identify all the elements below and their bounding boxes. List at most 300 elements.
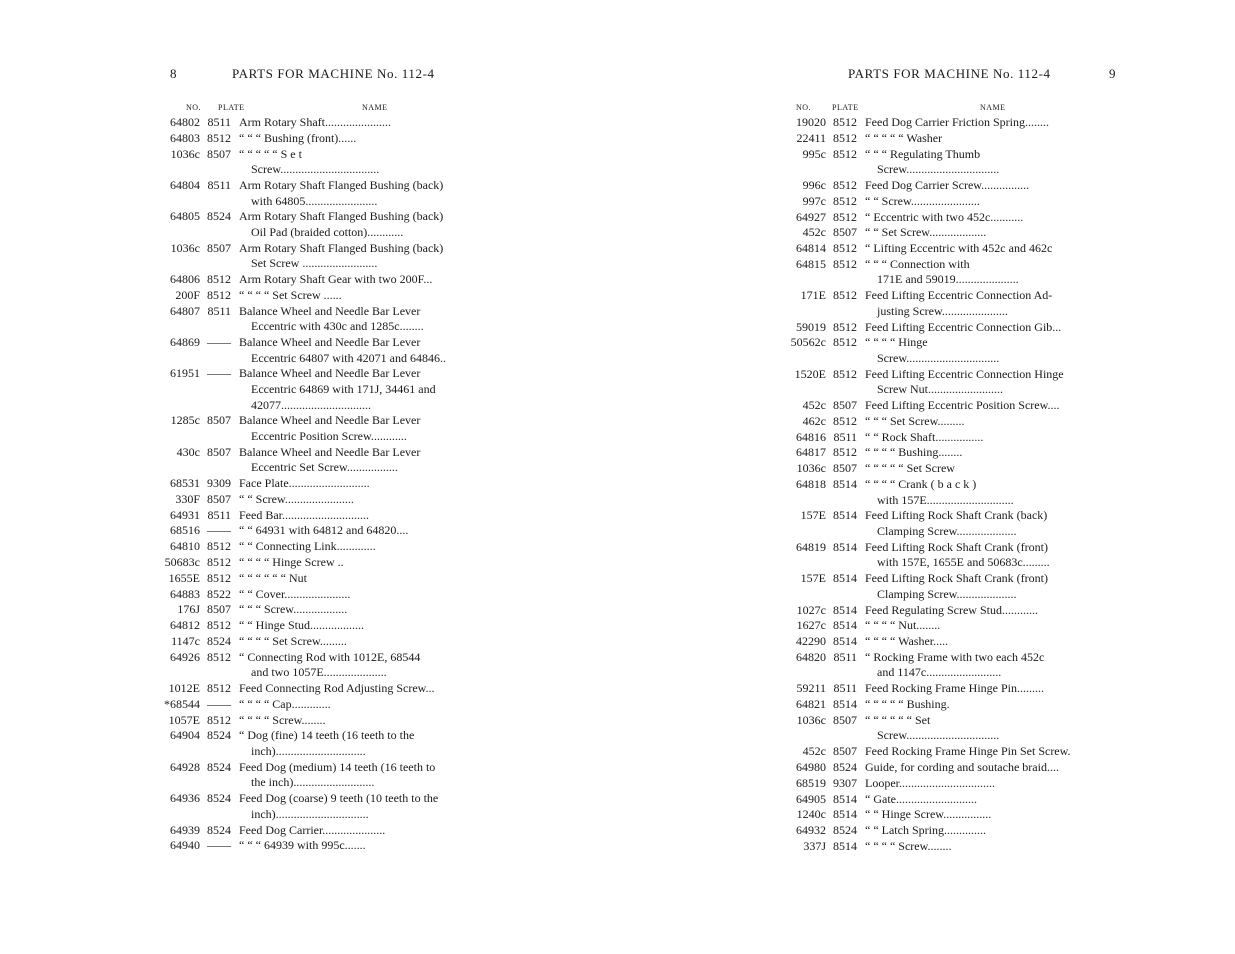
part-name-line: “ Rocking Frame with two each 452c — [865, 649, 1045, 664]
plate-number: 8507 — [833, 712, 857, 727]
plate-number: 8512 — [207, 272, 231, 287]
plate-number: 8524 — [207, 759, 231, 774]
table-row — [160, 523, 505, 539]
part-number: 64927 — [796, 209, 826, 224]
part-name-line: Feed Dog Carrier..................... — [239, 822, 386, 837]
part-name — [865, 477, 1122, 508]
table-row — [786, 776, 1122, 792]
part-number: 64815 — [796, 256, 826, 271]
plate-number: 8512 — [833, 445, 857, 460]
part-name-line: “ “ Set Screw................... — [865, 225, 987, 240]
plate-number: 8512 — [207, 555, 231, 569]
plate-number: 8507 — [207, 146, 231, 161]
part-name — [239, 539, 505, 555]
part-number: 64980 — [796, 759, 826, 774]
table-row — [160, 602, 505, 618]
part-number: 64816 — [796, 429, 826, 444]
part-name-line: “ “ “ “ Hinge Screw .. — [239, 555, 344, 569]
table-row — [786, 618, 1122, 634]
page-header: PARTS FOR MACHINE No. 112-4 — [848, 66, 1051, 81]
table-row — [160, 555, 505, 571]
table-row — [160, 131, 505, 147]
part-name-line: “ “ “ “ “ “ Nut — [239, 570, 307, 585]
table-row — [786, 147, 1122, 178]
part-name-line: Feed Lifting Eccentric Connection Hinge — [865, 366, 1064, 381]
plate-number: 8524 — [833, 823, 857, 838]
table-row — [786, 445, 1122, 461]
part-name — [239, 823, 505, 839]
table-row — [786, 807, 1122, 823]
part-name-line: Balance Wheel and Needle Bar Lever — [239, 413, 421, 428]
part-name — [865, 540, 1122, 571]
table-row — [786, 115, 1122, 131]
part-name-line: “ “ Rock Shaft................ — [865, 429, 984, 444]
part-number: 176J — [177, 602, 200, 617]
table-row — [160, 413, 505, 444]
part-name-line: justing Screw...................... — [877, 303, 1008, 318]
part-name-line: Eccentric Position Screw............ — [251, 428, 407, 443]
table-row — [786, 131, 1122, 147]
part-name-line: Clamping Screw.................... — [877, 586, 1017, 601]
part-name — [239, 209, 505, 240]
page-header: PARTS FOR MACHINE No. 112-4 — [232, 66, 435, 81]
table-row — [786, 571, 1122, 602]
plate-number: 8512 — [207, 649, 231, 664]
part-number: 59211 — [796, 681, 826, 696]
part-number: 64804 — [170, 177, 200, 192]
part-number: 64806 — [170, 272, 200, 287]
column-header-no: NO. — [796, 103, 812, 112]
plate-number: 8514 — [833, 571, 857, 586]
table-row — [160, 335, 505, 366]
part-number: 1036c — [170, 240, 200, 255]
plate-number: —— — [207, 523, 231, 538]
part-name — [865, 398, 1122, 414]
part-number: 171E — [800, 288, 826, 303]
part-name — [865, 744, 1122, 760]
part-number: 1036c — [170, 146, 200, 161]
part-name — [865, 713, 1122, 744]
part-number: 19020 — [796, 115, 826, 129]
part-name-line: inch).............................. — [251, 744, 366, 758]
part-name-line: “ “ “ “ Hinge — [865, 335, 928, 350]
plate-number: 8524 — [833, 759, 857, 774]
part-number: 452c — [802, 225, 826, 240]
part-name-line: Balance Wheel and Needle Bar Lever — [239, 335, 421, 349]
parts-list — [786, 115, 1122, 855]
part-name — [239, 241, 505, 272]
plate-number: 8507 — [207, 413, 231, 428]
part-name — [239, 115, 505, 131]
part-name — [239, 728, 505, 759]
table-row — [786, 839, 1122, 855]
table-row — [786, 697, 1122, 713]
part-name — [865, 571, 1122, 602]
part-name — [865, 603, 1122, 619]
part-name — [239, 713, 505, 729]
part-number: 68516 — [170, 523, 200, 538]
part-name — [239, 697, 505, 713]
table-row — [786, 210, 1122, 226]
table-row — [786, 603, 1122, 619]
column-header-name: NAME — [362, 103, 388, 112]
table-row — [160, 838, 505, 854]
part-number: 1057E — [168, 712, 200, 727]
plate-number: 8512 — [833, 335, 857, 350]
part-name — [239, 650, 505, 681]
plate-number: 8512 — [207, 618, 231, 633]
plate-number: 8514 — [833, 477, 857, 492]
part-name-line: “ “ “ “ Washer..... — [865, 634, 949, 649]
table-row — [160, 288, 505, 304]
table-row — [786, 241, 1122, 257]
table-row — [786, 744, 1122, 760]
plate-number: 8512 — [833, 256, 857, 271]
part-name-line: Looper................................ — [865, 775, 995, 790]
part-number: 42290 — [796, 634, 826, 649]
part-name-line: with 157E, 1655E and 50683c......... — [877, 555, 1050, 570]
part-name-line: Balance Wheel and Needle Bar Lever — [239, 303, 421, 318]
part-name-line: “ “ “ “ “ Set Screw — [865, 461, 955, 476]
part-number: 64940 — [170, 838, 200, 853]
part-name — [865, 210, 1122, 226]
plate-number: 8512 — [207, 539, 231, 554]
part-number: 1027c — [796, 602, 826, 617]
part-name — [865, 320, 1122, 336]
part-name-line: Feed Lifting Rock Shaft Crank (front) — [865, 539, 1048, 554]
part-name-line: Feed Rocking Frame Hinge Pin Set Screw. — [865, 744, 1071, 759]
part-number: 64817 — [796, 445, 826, 460]
plate-number: 8514 — [833, 618, 857, 633]
table-row — [160, 713, 505, 729]
part-name-line: Arm Rotary Shaft Flanged Bushing (back) — [239, 209, 444, 224]
part-name — [865, 225, 1122, 241]
plate-number: —— — [207, 366, 231, 381]
plate-number: 8512 — [833, 319, 857, 334]
part-name-line: “ “ “ “ Bushing........ — [865, 445, 963, 460]
table-row — [160, 115, 505, 131]
part-name-line: Feed Dog Carrier Screw................ — [865, 177, 1030, 192]
plate-number: 8512 — [833, 241, 857, 256]
plate-number: 8507 — [833, 744, 857, 759]
part-name-line: “ “ Cover...................... — [239, 586, 351, 601]
part-name-line: Screw............................... — [877, 728, 1000, 743]
plate-number: 8514 — [833, 791, 857, 806]
part-number: 64905 — [796, 791, 826, 806]
part-name-line: “ “ “ “ Nut........ — [865, 618, 941, 633]
plate-number: 8512 — [207, 681, 231, 696]
part-number: 452c — [802, 398, 826, 413]
part-number: 1012E — [168, 681, 200, 696]
part-name — [239, 571, 505, 587]
part-name-line: Feed Connecting Rod Adjusting Screw... — [239, 681, 435, 696]
part-name — [239, 366, 505, 413]
part-name — [239, 288, 505, 304]
table-row — [786, 398, 1122, 414]
part-name-line: Set Screw ......................... — [251, 256, 378, 271]
plate-number: 8507 — [207, 491, 231, 506]
table-row — [160, 508, 505, 524]
plate-number: 8511 — [207, 115, 231, 129]
part-name — [865, 367, 1122, 398]
part-name — [239, 634, 505, 650]
part-name — [865, 257, 1122, 288]
table-row — [160, 178, 505, 209]
table-row — [786, 508, 1122, 539]
part-name — [239, 335, 505, 366]
part-name — [865, 823, 1122, 839]
table-row — [160, 618, 505, 634]
part-name — [865, 461, 1122, 477]
part-number: 64810 — [170, 539, 200, 554]
part-name — [239, 272, 505, 288]
table-row — [160, 366, 505, 413]
plate-number: 8512 — [833, 209, 857, 224]
part-number: 59019 — [796, 319, 826, 334]
part-name-line: Feed Rocking Frame Hinge Pin......... — [865, 681, 1044, 696]
plate-number: 8514 — [833, 807, 857, 822]
table-row — [786, 713, 1122, 744]
plate-number: 8524 — [207, 791, 231, 806]
part-number: 337J — [803, 838, 826, 853]
table-row — [160, 634, 505, 650]
part-name-line: “ “ “ Connection with — [865, 256, 970, 271]
table-row — [160, 791, 505, 822]
part-name-line: Arm Rotary Shaft Gear with two 200F... — [239, 272, 433, 287]
part-name — [865, 115, 1122, 131]
part-name-line: “ “ “ “ “ Bushing. — [865, 697, 950, 712]
part-name — [865, 430, 1122, 446]
part-name — [865, 839, 1122, 855]
table-row — [786, 792, 1122, 808]
table-row — [160, 539, 505, 555]
table-row — [786, 650, 1122, 681]
part-name — [865, 147, 1122, 178]
part-number: 64820 — [796, 649, 826, 664]
part-name — [865, 618, 1122, 634]
part-name-line: “ Dog (fine) 14 teeth (16 teeth to the — [239, 728, 415, 743]
part-number: 1036c — [796, 461, 826, 476]
part-number: 64939 — [170, 822, 200, 837]
part-number: 64814 — [796, 241, 826, 256]
column-header-no: NO. — [186, 103, 202, 112]
part-name-line: Feed Lifting Eccentric Connection Ad- — [865, 288, 1053, 303]
plate-number: 8512 — [207, 712, 231, 727]
plate-number: 8512 — [207, 570, 231, 585]
part-name — [865, 760, 1122, 776]
part-number: 64932 — [796, 823, 826, 838]
part-number: 995c — [802, 146, 826, 161]
part-number: 64802 — [170, 115, 200, 129]
table-row — [786, 430, 1122, 446]
part-name-line: “ “ “ “ Cap............. — [239, 696, 331, 711]
part-number: 64812 — [170, 618, 200, 633]
part-number: 1036c — [796, 712, 826, 727]
plate-number: 8514 — [833, 838, 857, 853]
table-row — [786, 540, 1122, 571]
part-number: 64807 — [170, 303, 200, 318]
plate-number: 8512 — [833, 177, 857, 192]
part-number: 462c — [802, 413, 826, 428]
table-row — [786, 681, 1122, 697]
part-number: 1627c — [796, 618, 826, 633]
part-number: 64931 — [170, 507, 200, 522]
part-name-line: Eccentric 64869 with 171J, 34461 and — [251, 381, 436, 396]
part-name — [865, 414, 1122, 430]
part-number: 64904 — [170, 728, 200, 743]
part-name — [865, 650, 1122, 681]
table-row — [786, 288, 1122, 319]
part-name — [239, 147, 505, 178]
plate-number: —— — [207, 838, 231, 853]
part-name-line: Eccentric Set Screw................. — [251, 460, 398, 475]
part-name-line: “ “ Hinge Screw................ — [865, 807, 992, 822]
table-row — [786, 367, 1122, 398]
part-number: 64869 — [170, 335, 200, 349]
part-name-line: “ “ “ “ “ S e t — [239, 146, 302, 161]
parts-list — [160, 115, 505, 854]
table-row — [160, 728, 505, 759]
part-name — [865, 194, 1122, 210]
part-name-line: Screw................................. — [251, 162, 380, 177]
plate-number: 8511 — [207, 507, 231, 522]
part-name — [865, 697, 1122, 713]
part-number: 64819 — [796, 539, 826, 554]
part-number: 452c — [802, 744, 826, 759]
plate-number: 8514 — [833, 634, 857, 649]
part-name-line: “ “ 64931 with 64812 and 64820.... — [239, 523, 409, 538]
page-number: 8 — [170, 66, 177, 81]
plate-number: 8507 — [207, 240, 231, 255]
part-number: 64883 — [170, 586, 200, 601]
part-number: 330F — [175, 491, 200, 506]
part-number: 64805 — [170, 209, 200, 224]
plate-number: 9307 — [833, 775, 857, 790]
plate-number: 8512 — [833, 193, 857, 208]
plate-number: 8512 — [833, 413, 857, 428]
part-number: 430c — [176, 444, 200, 459]
part-name-line: “ “ “ Screw.................. — [239, 602, 348, 617]
plate-number: —— — [207, 696, 231, 711]
table-row — [160, 697, 505, 713]
part-name — [239, 791, 505, 822]
part-name-line: “ “ Hinge Stud.................. — [239, 618, 364, 633]
part-name-line: inch)............................... — [251, 806, 369, 821]
plate-number: 8511 — [207, 177, 231, 192]
part-number: 996c — [802, 177, 826, 192]
table-row — [160, 760, 505, 791]
part-name — [239, 838, 505, 854]
part-name-line: “ “ “ “ “ “ Set — [865, 712, 931, 727]
part-number: 1520E — [794, 366, 826, 381]
plate-number: 8511 — [833, 649, 857, 664]
column-header-name: NAME — [980, 103, 1006, 112]
part-name — [239, 476, 505, 492]
page-number: 9 — [1109, 66, 1116, 81]
part-number: 68519 — [796, 775, 826, 790]
part-name-line: with 64805........................ — [251, 193, 378, 208]
table-row — [160, 445, 505, 476]
part-number: 50683c — [164, 555, 200, 569]
part-name-line: “ “ “ 64939 with 995c....... — [239, 838, 366, 853]
table-row — [160, 587, 505, 603]
part-name-line: Eccentric 64807 with 42071 and 64846.. — [251, 350, 446, 365]
plate-number: 8522 — [207, 586, 231, 601]
part-name-line: Balance Wheel and Needle Bar Lever — [239, 366, 421, 381]
part-name-line: “ “ “ “ Crank ( b a c k ) — [865, 477, 977, 492]
plate-number: 8524 — [207, 209, 231, 224]
part-name — [865, 776, 1122, 792]
part-name — [865, 241, 1122, 257]
part-name-line: “ “ “ “ Set Screw ...... — [239, 287, 342, 302]
part-name-line: “ “ Connecting Link............. — [239, 539, 376, 554]
plate-number: 8512 — [833, 288, 857, 303]
part-name — [239, 492, 505, 508]
part-number: 61951 — [170, 366, 200, 381]
plate-number: 8512 — [207, 130, 231, 145]
part-name-line: Screw............................... — [877, 162, 1000, 177]
table-row — [160, 209, 505, 240]
part-number: *68544 — [164, 696, 200, 711]
part-number: 50562c — [790, 335, 826, 350]
part-name-line: 42077.............................. — [251, 397, 371, 412]
part-number: 68531 — [170, 476, 200, 491]
table-row — [160, 147, 505, 178]
part-name-line: “ Lifting Eccentric with 452c and 462c — [865, 241, 1053, 256]
part-name-line: Arm Rotary Shaft Flanged Bushing (back) — [239, 177, 444, 192]
table-row — [786, 477, 1122, 508]
plate-number: 8514 — [833, 602, 857, 617]
plate-number: 8512 — [833, 130, 857, 145]
part-name — [865, 508, 1122, 539]
part-name-line: “ Gate........................... — [865, 791, 977, 806]
plate-number: —— — [207, 335, 231, 349]
part-name — [239, 681, 505, 697]
plate-number: 8512 — [207, 287, 231, 302]
part-name — [239, 178, 505, 209]
plate-number: 8514 — [833, 697, 857, 712]
part-number: 997c — [802, 193, 826, 208]
part-name-line: with 157E............................. — [877, 492, 1014, 507]
table-row — [160, 823, 505, 839]
part-name-line: “ “ Latch Spring.............. — [865, 823, 986, 838]
part-name — [239, 523, 505, 539]
part-name — [865, 445, 1122, 461]
part-name-line: and 1147c......................... — [877, 665, 1002, 680]
table-row — [160, 304, 505, 335]
part-number: 1285c — [170, 413, 200, 428]
part-name-line: “ Connecting Rod with 1012E, 68544 — [239, 649, 421, 664]
table-row — [160, 571, 505, 587]
plate-number: 8524 — [207, 822, 231, 837]
part-name — [239, 304, 505, 335]
part-name-line: Face Plate........................... — [239, 476, 370, 491]
part-name-line: the inch)........................... — [251, 775, 375, 790]
table-row — [786, 335, 1122, 366]
part-number: 64926 — [170, 649, 200, 664]
part-name — [239, 131, 505, 147]
part-name — [865, 288, 1122, 319]
table-row — [160, 681, 505, 697]
part-name-line: Feed Lifting Eccentric Connection Gib... — [865, 319, 1062, 334]
plate-number: 8511 — [833, 681, 857, 696]
part-number: 64821 — [796, 697, 826, 712]
part-name — [239, 555, 505, 571]
part-name-line: Feed Regulating Screw Stud............ — [865, 602, 1038, 617]
table-row — [160, 476, 505, 492]
part-name — [865, 807, 1122, 823]
plate-number: 9309 — [207, 476, 231, 491]
